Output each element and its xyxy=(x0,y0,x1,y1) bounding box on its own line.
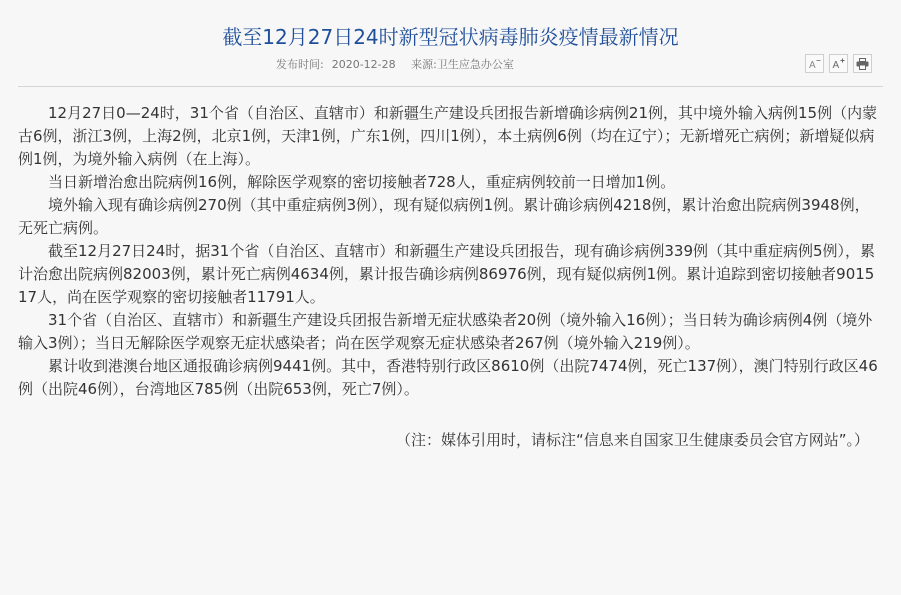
source: 卫生应急办公室 xyxy=(436,58,514,71)
print-button[interactable] xyxy=(853,54,872,73)
publish-time-label: 发布时间: xyxy=(276,58,324,71)
page-title: 截至12月27日24时新型冠状病毒肺炎疫情最新情况 xyxy=(222,25,679,50)
article-meta xyxy=(276,58,522,72)
paragraph: 31个省（自治区、直辖市）和新疆生产建设兵团报告新增无症状感染者20例（境外输入16例）；当日转为确诊病例4例（境外输入3例）；当日无解除医学观察无症状感染者；尚在医学观察无症状感染者267例（境外输入219例）。 xyxy=(18,311,873,352)
paragraph: 12月27日0—24时，31个省（自治区、直辖市）和新疆生产建设兵团报告新增确诊病例21例，其中境外输入病例15例（内蒙古6例，浙江3例，上海2例，北京1例，天津1例，广东1例，四川1例），本土病例6例（均在辽宁）；无新增死亡病例；新增疑似病例1例，为境外输入病例（在上海）。 xyxy=(18,104,878,168)
source-label: 来源: xyxy=(411,58,437,71)
article-body xyxy=(18,102,883,452)
citation-note: （注：媒体引用时，请标注“信息来自国家卫生健康委员会官方网站”。） xyxy=(395,431,869,449)
font-decrease-icon xyxy=(808,58,821,70)
header-divider xyxy=(18,86,883,87)
publish-time: 2020-12-28 xyxy=(331,58,396,71)
font-decrease-button[interactable] xyxy=(805,54,824,73)
svg-text:A: A xyxy=(809,59,816,70)
font-increase-button[interactable] xyxy=(829,54,848,73)
font-increase-icon xyxy=(832,58,845,70)
printer-icon xyxy=(856,58,869,70)
paragraph: 累计收到港澳台地区通报确诊病例9441例。其中，香港特别行政区8610例（出院7474例，死亡137例），澳门特别行政区46例（出院46例），台湾地区785例（出院653例，死亡7例）。 xyxy=(18,357,878,398)
paragraph: 当日新增治愈出院病例16例，解除医学观察的密切接触者728人，重症病例较前一日增加1例。 xyxy=(48,173,676,191)
article-toolbar xyxy=(805,54,872,73)
paragraph: 境外输入现有确诊病例270例（其中重症病例3例），现有疑似病例1例。累计确诊病例4218例，累计治愈出院病例3948例，无死亡病例。 xyxy=(18,196,870,237)
svg-text:A: A xyxy=(832,59,840,70)
paragraph: 截至12月27日24时，据31个省（自治区、直辖市）和新疆生产建设兵团报告，现有确诊病例339例（其中重症病例5例），累计治愈出院病例82003例，累计死亡病例4634例，累计报告确诊病例86976例，现有疑似病例1例。累计追踪到密切接触者901517人，尚在医学观察的密切接触者11791人。 xyxy=(18,242,876,306)
